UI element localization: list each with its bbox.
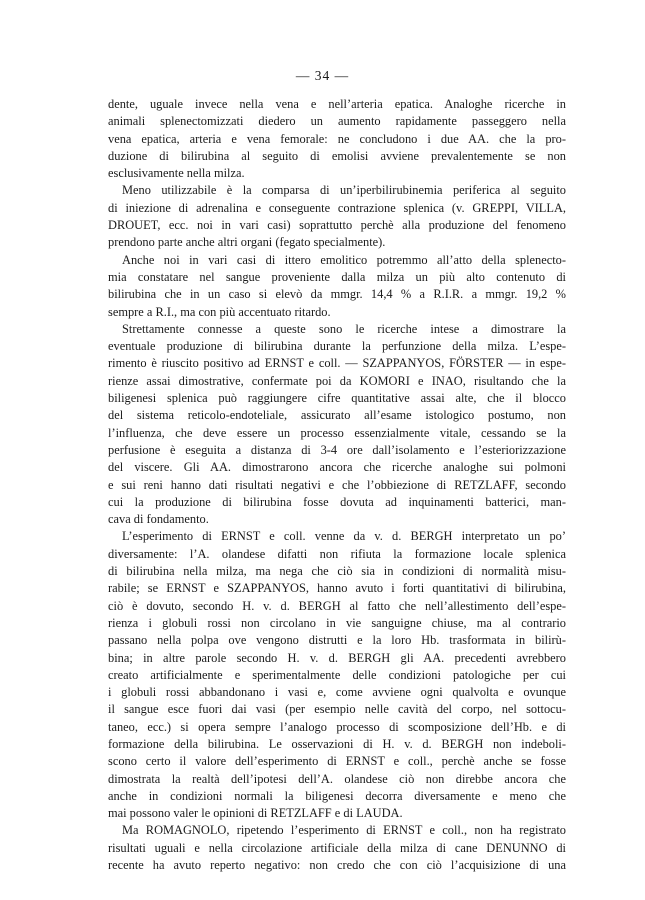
- text-line: formazione della bilirubina. Le osservazioni di H. v. d. BERGH non indeboli-: [108, 736, 566, 751]
- text-line: sempre a R.I., ma con più accentuato ritardo.: [108, 304, 331, 319]
- text-line: i globuli rossi abbandonano i vasi e, come avviene ogni qualvolta e ovunque: [108, 685, 566, 700]
- text-line: rienza i globuli rossi non circolano in vie sanguigne chiuse, ma al contrario: [108, 615, 566, 630]
- text-line: Ma ROMAGNOLO, ripetendo l’esperimento di ERNST e coll., non ha registrato: [122, 823, 566, 838]
- paragraph: [108, 321, 566, 529]
- text-line: cui la produzione di bilirubina fosse dovuta ad inquinamenti batterici, man-: [108, 494, 566, 509]
- text-line: cava di fondamento.: [108, 512, 209, 527]
- text-line: passano nella polpa ove vengono distrutti e la loro Hb. trasformata in bilirù-: [108, 633, 566, 648]
- text-line: L’esperimento di ERNST e coll. venne da v. d. BERGH interpretato un po’: [122, 529, 566, 544]
- text-line: mai possono valer le opinioni di RETZLAFF e di LAUDA.: [108, 806, 403, 821]
- text-line: del viscere. Gli AA. dimostrarono ancora che ricerche analoghe sui polmoni: [108, 460, 566, 475]
- text-line: scono certo il valore dell’esperimento di ERNST e coll., perchè anche se fosse: [108, 754, 566, 769]
- text-line: dimostrata la realtà dell’ipotesi dell’A. olandese ciò non direbbe ancora che: [108, 771, 566, 786]
- text-line: e sui reni hanno dati risultati negativi e che l’obbiezione di RETZLAFF, secondo: [108, 477, 566, 492]
- text-line: duzione di bilirubina al seguito di emolisi avviene prevalentemente se non: [108, 148, 566, 163]
- text-line: risultati uguali e nella circolazione artificiale della milza di cane DENUNNO di: [108, 840, 566, 855]
- text-line: del sistema reticolo-endoteliale, assicurato all’esame istologico postumo, non: [108, 408, 566, 423]
- text-line: bilirubina che in un caso si elevò da mmgr. 14,4 % a R.I.R. a mmgr. 19,2 %: [108, 287, 566, 302]
- text-line: dente, uguale invece nella vena e nell’arteria epatica. Analoghe ricerche in: [108, 97, 566, 111]
- text-line: il sangue esce fuori dai vasi (per esempio nelle cavità del corpo, nel sottocu-: [108, 702, 566, 717]
- text-line: esclusivamente nella milza.: [108, 166, 245, 181]
- body-text: [108, 96, 566, 874]
- text-line: mia constatare nel sangue proveniente dalla milza un più alto contenuto di: [108, 269, 566, 284]
- text-line: di bilirubina nella milza, ma nega che ciò sia in condizioni di normalità misu-: [108, 564, 566, 579]
- paragraph: [108, 528, 566, 822]
- text-line: di iniezione di adrenalina e conseguente contrazione splenica (v. GREPPI, VILLA,: [108, 200, 566, 215]
- text-line: recente ha avuto reperto negativo: non credo che con ciò l’acquisizione di una: [108, 858, 566, 873]
- text-line: animali splenectomizzati diedero un aumento rapidamente passeggero nella: [108, 114, 566, 129]
- text-line: l’influenza, che deve essere un processo essenzialmente vitale, cessando se la: [108, 425, 566, 440]
- text-line: DROUET, ecc. noi in vari casi) soprattutto perchè alla produzione del fenomeno: [108, 218, 566, 233]
- text-line: prendono parte anche altri organi (fegato specialmente).: [108, 235, 386, 250]
- text-line: taneo, ecc.) si opera sempre l’analogo processo di scomposizione dell’Hb. e di: [108, 719, 566, 734]
- text-line: ciò è dovuto, secondo H. v. d. BERGH al fatto che nell’allestimento dell’espe-: [108, 598, 566, 613]
- text-line: Strettamente connesse a queste sono le ricerche intese a dimostrare la: [122, 321, 566, 336]
- text-line: vena epatica, arteria e vena femorale: ne concludono i due AA. che la pro-: [108, 131, 566, 146]
- paragraph: [108, 182, 566, 251]
- text-line: rabile; se ERNST e SZAPPANYOS, hanno avuto i forti quantitativi di bilirubina,: [108, 581, 566, 596]
- text-line: anche in condizioni normali la biligenesi decorra diversamente e meno che: [108, 788, 566, 803]
- text-line: Anche noi in vari casi di ittero emolitico potremmo all’atto della splenecto-: [122, 252, 566, 267]
- paragraph: [108, 96, 566, 182]
- text-line: biligenesi splenica può raggiungere cifre quantitative assai alte, che il blocco: [108, 391, 566, 406]
- text-line: diversamente: l’A. olandese difatti non rifiuta la formazione locale splenica: [108, 546, 566, 561]
- text-line: creato artificialmente e sperimentalmente delle condizioni patologiche per cui: [108, 667, 566, 682]
- page-number: — 34 —: [295, 68, 350, 83]
- paragraph: [108, 252, 566, 321]
- text-line: perfusione è eseguita a distanza di 3-4 ore dall’isolamento e l’esteriorizzazione: [108, 442, 566, 457]
- text-line: Meno utilizzabile è la comparsa di un’iperbilirubinemia periferica al seguito: [122, 183, 566, 198]
- text-line: bina; in altre parole secondo H. v. d. BERGH gli AA. precedenti avrebbero: [108, 650, 566, 665]
- text-line: eventuale produzione di bilirubina durante la perfunzione della milza. L’espe-: [108, 339, 566, 354]
- text-line: rienze assai dimostrative, confermate poi da KOMORI e INAO, risultando che la: [108, 373, 566, 388]
- text-line: rimento è riuscito positivo ad ERNST e coll. — SZAPPANYOS, FÖRSTER — in espe-: [108, 356, 566, 371]
- paragraph: [108, 822, 566, 874]
